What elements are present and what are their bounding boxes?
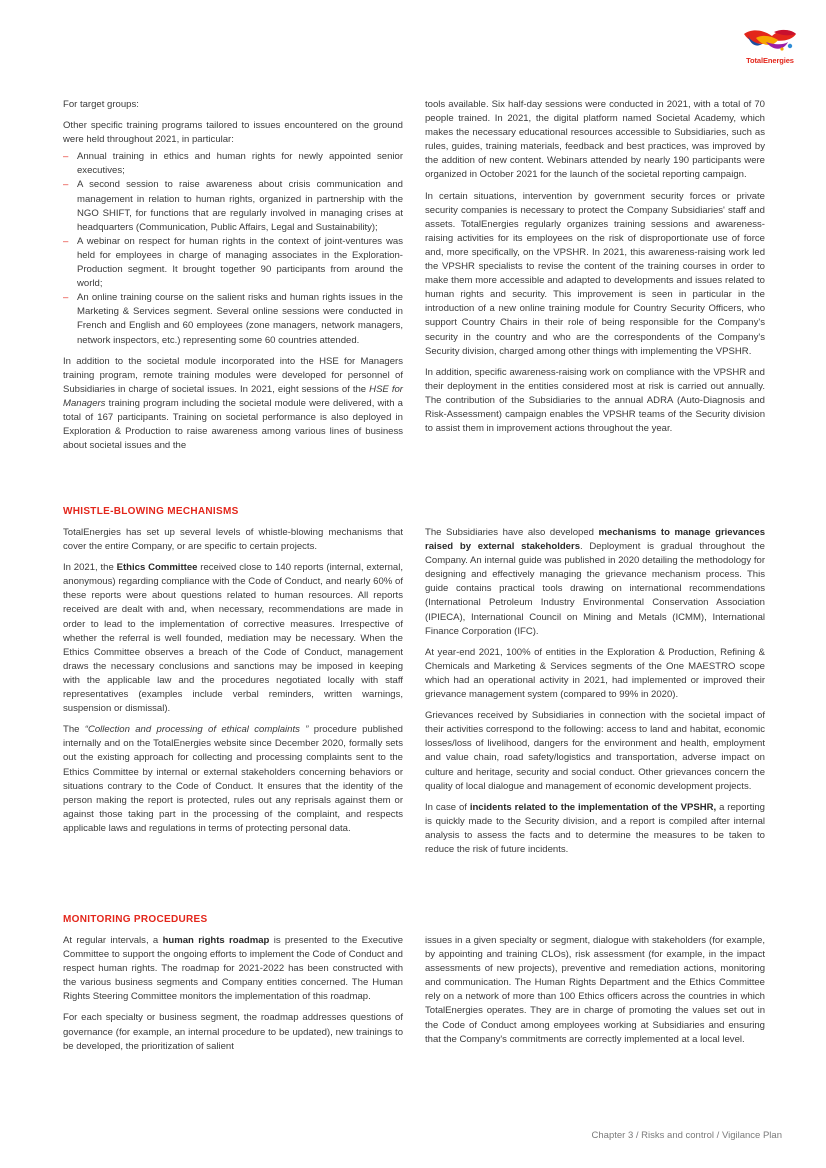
list-item: – A second session to raise awareness about crisis communication and management in relation to human rights, organized in partnership with the NGO SHIFT, for functions that are regularly involved in managing crises at headquarters (Communication, Public Affairs, Legal and Sustainability); [63,178,403,234]
section1-left-column [63,98,403,460]
page-footer: Chapter 3 / Risks and control / Vigilance Plan [591,1130,782,1141]
section1-right-column [425,98,765,443]
list-item: – A webinar on respect for human rights in the context of joint-ventures was held for employees in charge of managing associates in the Exploration-Production segment. It brought together 90 participants from around the world; [63,235,403,291]
monitoring-procedures-heading: MONITORING PROCEDURES [63,914,208,925]
brand-name: TotalEnergies [746,56,794,65]
section2-left-column [63,526,403,843]
whistle-blowing-heading: WHISTLE-BLOWING MECHANISMS [63,506,239,517]
section2-right-column [425,526,765,864]
paragraph: For target groups: [63,99,139,110]
paragraph: Grievances received by Subsidiaries in connection with the societal impact of their activities correspond to the following: access to land and habitat, economic losses/loss of livelihood, dangers for the environment and health, employment and value chain, road safety/logistics and transportation, adverse impact on culture and heritage, security and social conduct. Other grievances concern the quality of local dialogue and management of economic development projects. [425,710,765,792]
paragraph: tools available. Six half-day sessions were conducted in 2021, with a total of 70 people trained. In 2021, the digital platform named Societal Academy, which makes the necessary educational resources accessible to Subsidiaries, such as rules, guides, training materials, feedback and best practices, was improved by the addition of new content. Webinars attended by nearly 190 participants were organized in October 2021 for the launch of the societal reporting campaign. [425,99,765,181]
training-list [63,150,403,347]
paragraph: In certain situations, intervention by government security forces or private security companies is necessary to protect the Company Subsidiaries' staff and assets. TotalEnergies regularly organizes training sessions and awareness-raising activities for its employees on the risk of disproportionate use of force and, more specifically, on the VPSHR. In 2021, this awareness-raising work led the VPSHR specialists to revise the content of the training courses in order to make them more accessible and adapted to developments and issues related to human rights and security. This improvement is seen in particular in the introduction of a new online training module for Country Security Officers, who support Country Chairs in their role of being responsible for the Company's security in the country and who are the correspondents of the Company's Security division, charged among other things with implementing the VPSHR. [425,190,765,357]
paragraph: In 2021, the Ethics Committee received close to 140 reports (internal, external, anonymous) regarding compliance with the Code of Conduct, and nearly 60% of these reports were about questions related to human resources. All reports received are dealt with and, when necessary, recommendations are made in order to lead to the implementation of corrective measures. Irrespective of whether the referral is well founded, mediation may be necessary. When the Ethics Committee observes a breach of the Code of Conduct, management draws the necessary conclusions and sanctions may be imposed in keeping with the applicable law and the procedures negotiated locally with staff representatives (examples include verbal reminders, written warnings, suspension or dismissal). [63,562,403,715]
paragraph: In case of incidents related to the implementation of the VPSHR, a reporting is quickly made to the Security division, and a report is compiled after internal analysis to assess the facts and to determine the measures to be taken to reduce the risk of future incidents. [425,801,765,855]
paragraph: Other specific training programs tailored to issues encountered on the ground were held throughout 2021, in particular: [63,120,403,146]
paragraph: The Subsidiaries have also developed mechanisms to manage grievances raised by external stakeholders. Deployment is gradual throughout the Company. An internal guide was published in 2020 detailing the methodology for designing and effectively managing the grievance mechanism process. This guide contains practical tools drawing on international recommendations (International Petroleum Industry Environmental Conservation Association (IPIECA), International Council on Mining and Metals (ICMM), International Finance Corporation (IFC). [425,527,766,637]
paragraph: At year-end 2021, 100% of entities in the Exploration & Production, Refining & Chemicals and Marketing & Services segments of the One MAESTRO scope which had an operational activity in 2021, had implemented or improved their grievance management system (compared to 99% in 2020). [425,646,765,701]
paragraph: The “Collection and processing of ethical complaints ” procedure published internally and on the TotalEnergies website since December 2020, formally sets out the existing approach for collecting and processing complaints sent to the Ethics Committee by internal or external stakeholders concerning behaviors or situations contrary to the Code of Conduct. It ensures that the identity of the person making the report is protected, rules out any reprisals against them or against those taking part in the processing of the complaint, and respects applicable laws and regulations in terms of protecting personal data. [63,724,403,834]
paragraph: At regular intervals, a human rights roadmap is presented to the Executive Committee to support the ongoing efforts to implement the Code of Conduct and respect human rights. The roadmap for 2021-2022 has been constructed with the various business segments and Company entities concerned. The Human Rights Steering Committee monitors the implementation of this roadmap. [63,935,404,1003]
list-item: – Annual training in ethics and human rights for newly appointed senior executives; [63,150,403,178]
section3-right-column [425,934,765,1054]
paragraph: For each specialty or business segment, the roadmap addresses questions of governance (for example, an internal procedure to be updated), new trainings to be developed, the prioritization of salient [63,1012,403,1052]
paragraph: TotalEnergies has set up several levels of whistle-blowing mechanisms that cover the entire Company, or are specific to certain projects. [63,527,403,553]
section3-left-column [63,934,403,1061]
paragraph: In addition, specific awareness-raising work on compliance with the VPSHR and their deployment in the entities considered most at risk is carried out annually. The contribution of the Subsidiaries to the annual ADRA (Auto-Diagnosis and Risk-Assessment) campaign enables the VPSHR teams of the Security division to assist them in improvement actions throughout the year. [425,366,765,435]
paragraph: In addition to the societal module incorporated into the HSE for Managers training program, remote training modules were developed for personnel of Subsidiaries in charge of societal issues. In 2021, eight sessions of the HSE for Managers training program including the societal module were delivered, with a total of 167 participants. Training on societal performance is also deployed in Exploration & Production to raise awareness among various lines of business about societal issues and the [63,355,403,452]
list-item: – An online training course on the salient risks and human rights issues in the Marketing & Services segment. Several online sessions were conducted in French and English and 60 employees (zone managers, network managers, network inspectors, etc.) representing some 60 countries attended. [63,291,403,347]
paragraph: issues in a given specialty or segment, dialogue with stakeholders (for example, by appointing and training CLOs), risk assessment (for example, in the impact assessments of new projects), preventive and remediation actions, monitoring and communication. The Human Rights Department and the Ethics Committee rely on a network of more than 100 Ethics officers across the countries in which TotalEnergies operates. They are in charge of promoting the values set out in the Code of Conduct among employees working at Subsidiaries and ensuring that the Company's commitments are correctly implemented at a local level. [425,935,765,1045]
